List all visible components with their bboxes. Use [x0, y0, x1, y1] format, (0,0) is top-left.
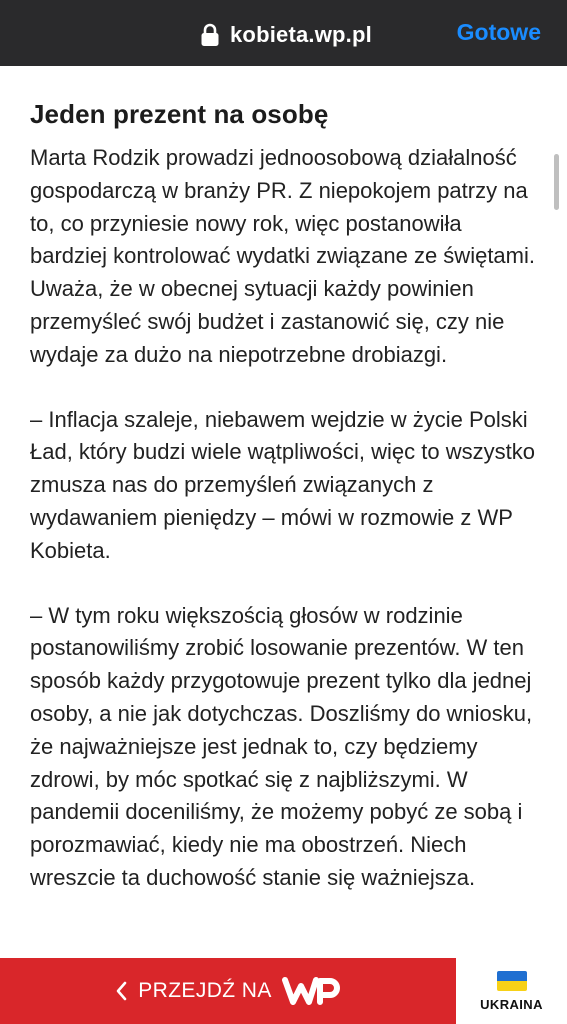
go-to-wp-button[interactable] [0, 958, 456, 1024]
page-url: kobieta.wp.pl [230, 22, 372, 47]
chevron-left-icon [114, 980, 128, 1002]
done-button[interactable]: Gotowe [456, 19, 541, 45]
ukraine-button[interactable] [456, 958, 567, 1024]
lock-icon [200, 23, 220, 47]
article-viewport[interactable] [0, 66, 567, 958]
browser-toolbar [0, 0, 567, 66]
article-body [30, 98, 535, 927]
go-to-label: PRZEJDŹ NA [138, 979, 272, 1002]
scrollbar-thumb[interactable] [554, 154, 559, 210]
wp-logo [282, 976, 342, 1006]
ukraine-flag-icon [497, 971, 527, 991]
article-paragraph: Marta Rodzik prowadzi jednoosobową działalność gospodarczą w branży PR. Z niepokojem patrzy na to, co przyniesie nowy rok, więc postanowiła bardziej kontrolować wydatki związane ze świętami. Uważa, że w obecnej sytuacji każdy powinien przemyśleć swój budżet i zastanowić się, czy nie wydaje za dużo na niepotrzebne drobiazgi. [30, 145, 535, 367]
ukraine-label: UKRAINA [480, 996, 543, 1012]
bottom-bar [0, 958, 567, 1024]
address-bar[interactable] [200, 18, 372, 52]
article-paragraph: – W tym roku większością głosów w rodzinie postanowiliśmy zrobić losowanie prezentów. W ten sposób każdy przygotowuje prezent tylko dla jednej osoby, a nie jak dotychczas. Doszliśmy do wniosku, że najważniejsze jest jednak to, czy będziemy zdrowi, by móc spotkać się z najbliższymi. W pandemii doceniliśmy, że możemy pobyć ze sobą i porozmawiać, kiedy nie ma obostrzeń. Niech wreszcie ta duchowość stanie się ważniejsza. [30, 602, 533, 890]
article-paragraph: – Inflacja szaleje, niebawem wejdzie w życie Polski Ład, który budzi wiele wątpliwości, więc to wszystko zmusza nas do przemyśleń związanych z wydawaniem pieniędzy – mówi w rozmowie z WP Kobieta. [30, 406, 535, 563]
article-headline: Jeden prezent na osobę [30, 99, 329, 129]
